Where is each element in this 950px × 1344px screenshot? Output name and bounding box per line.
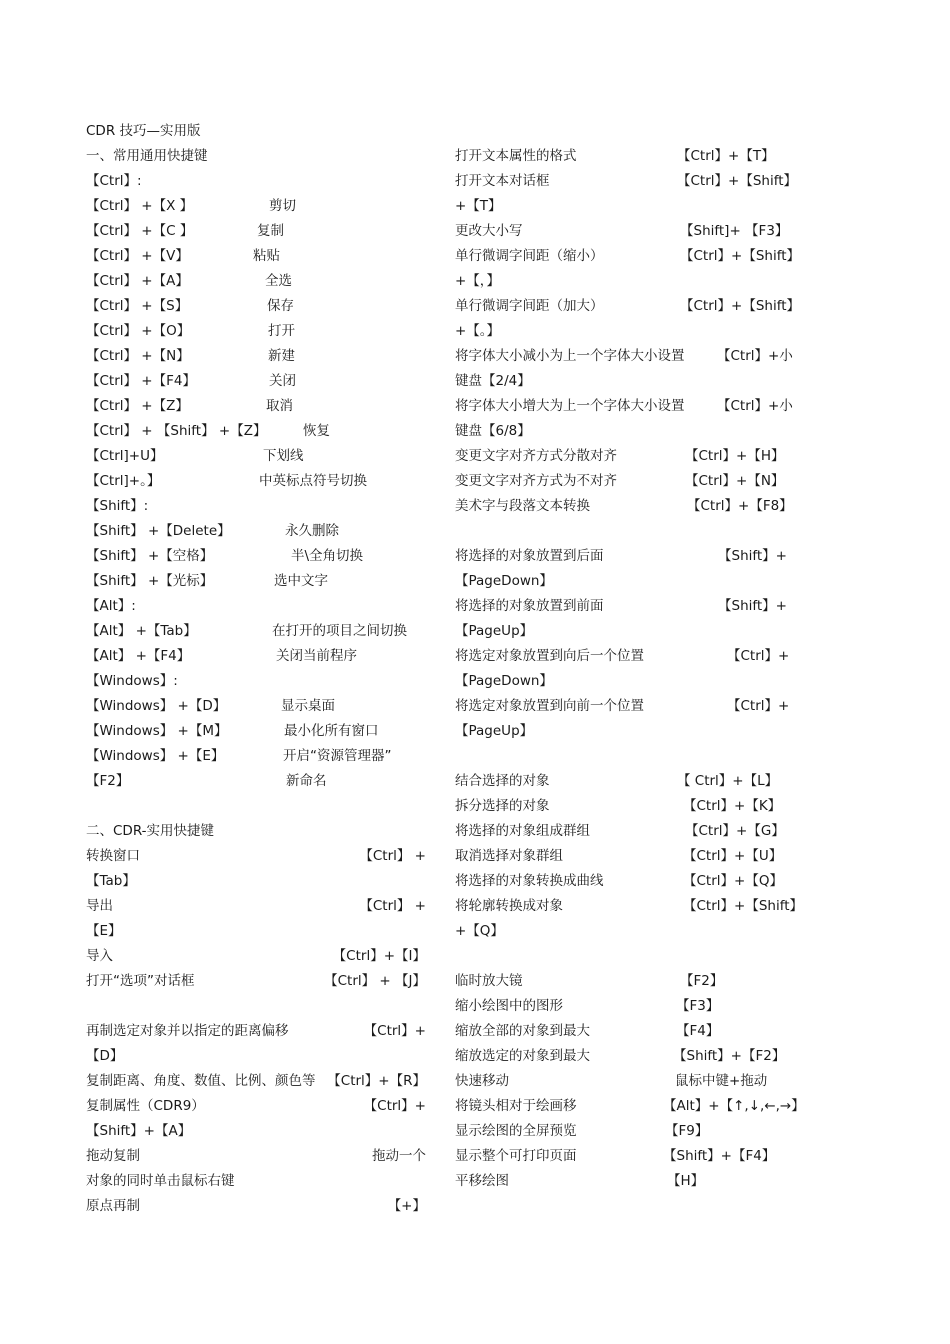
right-row-text: 快速移动	[455, 1073, 509, 1089]
right-row	[455, 1096, 805, 1121]
left-row-shortcut: 下划线	[263, 448, 304, 464]
right-row	[455, 696, 800, 721]
left-row-shortcut: 半\全角切换	[291, 548, 364, 564]
right-row-shortcut: 【Ctrl】+【H】	[685, 448, 785, 464]
left-row-shortcut: 关闭	[269, 373, 296, 389]
right-row-shortcut: 【Ctrl】+【G】	[685, 823, 785, 839]
right-row	[455, 321, 800, 346]
left-row-text: 【Ctrl】 +【Z】	[86, 398, 189, 414]
left-row-text: 【Ctrl]+。】	[86, 473, 161, 489]
left-row-shortcut: 新建	[268, 348, 295, 364]
right-row-text: 将选择的对象放置到后面	[455, 548, 604, 564]
right-row	[455, 396, 800, 421]
left-row-text: 【D】	[86, 1048, 124, 1064]
right-row-shortcut: 【Ctrl】+	[727, 698, 790, 714]
left-row-text: 【Ctrl】 +【X 】	[86, 198, 194, 214]
left-row-text: 对象的同时单击鼠标右键	[86, 1173, 235, 1189]
left-row-text: 【Ctrl】 +【C 】	[86, 223, 194, 239]
left-row-text: 【Ctrl】 +【S】	[86, 298, 189, 314]
left-row	[86, 521, 426, 546]
left-row-shortcut: 打开	[268, 323, 295, 339]
right-row-shortcut: 【Ctrl】+【Q】	[683, 873, 783, 889]
left-row-shortcut: 全选	[265, 273, 292, 289]
right-row-shortcut: 【Ctrl】+【Shift】	[683, 898, 804, 914]
right-row-text: 缩放选定的对象到最大	[455, 1048, 590, 1064]
left-row	[86, 371, 426, 396]
left-row	[86, 1096, 426, 1121]
left-row-text: 【Shift】:	[86, 498, 149, 514]
right-row-shortcut: 【Ctrl】+【K】	[683, 798, 782, 814]
right-row	[455, 546, 800, 571]
left-row-shortcut: 显示桌面	[281, 698, 335, 714]
right-row-text: 取消选择对象群组	[455, 848, 563, 864]
left-row	[86, 171, 426, 196]
right-row-text: +【T】	[455, 198, 502, 214]
left-row	[86, 696, 426, 721]
left-row-shortcut: 【Ctrl】+	[363, 1098, 426, 1114]
right-row-shortcut: 【Alt】+【↑,↓,←,→】	[663, 1098, 805, 1114]
left-row-shortcut: 在打开的项目之间切换	[272, 623, 407, 639]
right-row-text: 缩放全部的对象到最大	[455, 1023, 590, 1039]
left-row	[86, 1121, 426, 1146]
right-row	[455, 246, 800, 271]
right-row-text: 打开文本对话框	[455, 173, 550, 189]
right-row-shortcut: 【Ctrl】+	[727, 648, 790, 664]
left-row-shortcut: 选中文字	[274, 573, 328, 589]
left-row	[86, 796, 426, 821]
left-row-text: 转换窗口	[86, 848, 140, 864]
left-row	[86, 996, 426, 1021]
right-row-text: 临时放大镜	[455, 973, 523, 989]
left-row	[86, 571, 426, 596]
right-row-shortcut: 【Ctrl】+【T】	[677, 148, 775, 164]
right-row-text: 单行微调字间距（缩小）	[455, 248, 604, 264]
left-row-shortcut: 关闭当前程序	[276, 648, 357, 664]
right-row-shortcut: 【Shift]+ 【F3】	[680, 223, 789, 239]
left-row-text: 【Windows】 +【D】	[86, 698, 227, 714]
left-row-shortcut: 保存	[267, 298, 294, 314]
right-row-text: +【Q】	[455, 923, 504, 939]
left-row-text: 【Windows】 +【M】	[86, 723, 228, 739]
left-row-text: 【Ctrl】 +【A】	[86, 273, 189, 289]
left-row	[86, 646, 426, 671]
left-row	[86, 1046, 426, 1071]
right-row-text: 美术字与段落文本转换	[455, 498, 590, 514]
right-row-shortcut: 【F9】	[665, 1123, 709, 1139]
left-row-shortcut: 复制	[257, 223, 284, 239]
right-row-text: 显示整个可打印页面	[455, 1148, 577, 1164]
left-row-shortcut: 中英标点符号切换	[259, 473, 367, 489]
right-row-text: 显示绘图的全屏预览	[455, 1123, 577, 1139]
right-row-shortcut: 【 Ctrl】+【L】	[677, 773, 779, 789]
right-row	[455, 571, 800, 596]
left-row	[86, 321, 426, 346]
right-row	[455, 171, 800, 196]
right-row	[455, 846, 800, 871]
right-row-text: 【PageDown】	[455, 673, 553, 689]
left-row	[86, 721, 426, 746]
right-row	[455, 971, 800, 996]
right-row	[455, 771, 800, 796]
left-row	[86, 871, 426, 896]
right-row	[455, 1071, 800, 1096]
left-row-shortcut: 取消	[266, 398, 293, 414]
left-row	[86, 446, 426, 471]
left-row-text: 【Ctrl】 + 【Shift】 +【Z】	[86, 423, 267, 439]
right-row	[455, 521, 800, 546]
left-row-shortcut: 【Ctrl】 +	[359, 848, 426, 864]
left-row	[86, 1171, 426, 1196]
left-row-text: 【Ctrl】:	[86, 173, 142, 189]
right-row-text: 将轮廓转换成对象	[455, 898, 563, 914]
right-row	[455, 221, 800, 246]
left-row-shortcut: 【Ctrl】 +	[359, 898, 426, 914]
left-row	[86, 1146, 426, 1171]
right-row-text: +【。】	[455, 323, 501, 339]
right-row	[455, 921, 800, 946]
left-row-text: 【Shift】 +【Delete】	[86, 523, 231, 539]
right-row-text: 结合选择的对象	[455, 773, 550, 789]
right-row-shortcut: 【Shift】+【F2】	[673, 1048, 786, 1064]
left-row	[86, 221, 426, 246]
right-row-shortcut: 【Ctrl】+小	[717, 398, 793, 414]
left-row-shortcut: 【Ctrl】+【I】	[332, 948, 426, 964]
right-row	[455, 621, 800, 646]
right-row-shortcut: 【Ctrl】+【U】	[683, 848, 783, 864]
right-row-text: 将选定对象放置到向前一个位置	[455, 698, 644, 714]
left-column	[86, 146, 426, 1221]
right-row-shortcut: 【Ctrl】+【N】	[685, 473, 785, 489]
left-row-text: 【Ctrl]+U】	[86, 448, 164, 464]
right-row	[455, 446, 800, 471]
left-row-text: 【Windows】 +【E】	[86, 748, 225, 764]
right-row-text: 【PageUp】	[455, 623, 534, 639]
left-row	[86, 196, 426, 221]
right-row-text: 平移绘图	[455, 1173, 509, 1189]
right-row	[455, 796, 800, 821]
left-row-text: 【Shift】+【A】	[86, 1123, 192, 1139]
left-row-shortcut: 开启“资源管理器”	[283, 748, 392, 764]
left-row-text: 【Ctrl】 +【O】	[86, 323, 191, 339]
left-row-shortcut: 【Ctrl】 + 【J】	[324, 973, 426, 989]
right-row-text: 将镜头相对于绘画移	[455, 1098, 577, 1114]
left-row	[86, 596, 426, 621]
right-row-shortcut: 【Shift】+【F4】	[663, 1148, 776, 1164]
right-row-shortcut: 【Ctrl】+【F8】	[687, 498, 793, 514]
right-row-text: 变更文字对齐方式为不对齐	[455, 473, 617, 489]
right-row	[455, 196, 800, 221]
right-row-shortcut: 【F2】	[680, 973, 724, 989]
left-row	[86, 1021, 426, 1046]
left-row	[86, 421, 426, 446]
right-row	[455, 1171, 800, 1196]
left-row	[86, 771, 426, 796]
left-row-shortcut: 新命名	[286, 773, 327, 789]
right-row	[455, 721, 800, 746]
left-row-text: 导出	[86, 898, 113, 914]
left-row-text: 【F2】	[86, 773, 130, 789]
right-row-text: 单行微调字间距（加大）	[455, 298, 604, 314]
left-row-text: 【Tab】	[86, 873, 136, 889]
right-row	[455, 871, 800, 896]
right-row	[455, 1121, 800, 1146]
left-row	[86, 146, 426, 171]
right-row-text: 键盘【2/4】	[455, 373, 531, 389]
right-row-text: 【PageUp】	[455, 723, 534, 739]
left-row-shortcut: 【Ctrl】+【R】	[327, 1073, 426, 1089]
right-row-text: 拆分选择的对象	[455, 798, 550, 814]
right-row	[455, 146, 800, 171]
right-row-shortcut: 【F4】	[676, 1023, 720, 1039]
right-row	[455, 1046, 800, 1071]
left-row	[86, 821, 426, 846]
right-row	[455, 346, 800, 371]
right-row-shortcut: 鼠标中键+拖动	[675, 1073, 768, 1089]
left-row	[86, 246, 426, 271]
left-row-text: 【Windows】:	[86, 673, 178, 689]
right-row	[455, 596, 800, 621]
right-row-text: 将选定对象放置到向后一个位置	[455, 648, 644, 664]
right-row	[455, 471, 800, 496]
left-row	[86, 296, 426, 321]
right-row	[455, 996, 800, 1021]
document-title: CDR 技巧—实用版	[86, 123, 201, 139]
left-row	[86, 346, 426, 371]
left-row	[86, 946, 426, 971]
left-row-text: 【Shift】 +【空格】	[86, 548, 214, 564]
left-row-shortcut: 拖动一个	[372, 1148, 426, 1164]
left-row-shortcut: 永久删除	[285, 523, 339, 539]
right-row-text: 键盘【6/8】	[455, 423, 531, 439]
right-row-shortcut: 【H】	[667, 1173, 705, 1189]
right-row-shortcut: 【Ctrl】+【Shift】	[677, 173, 798, 189]
right-row-shortcut: 【F3】	[676, 998, 720, 1014]
left-row	[86, 896, 426, 921]
left-row-text: 【Shift】 +【光标】	[86, 573, 214, 589]
left-row-shortcut: 【Ctrl】+	[363, 1023, 426, 1039]
left-row	[86, 546, 426, 571]
right-column	[455, 146, 805, 1196]
left-row-text: 复制距离、角度、数值、比例、颜色等	[86, 1073, 316, 1089]
right-row	[455, 371, 800, 396]
right-row	[455, 1146, 800, 1171]
left-row-text: 原点再制	[86, 1198, 140, 1214]
left-row	[86, 396, 426, 421]
left-row-text: 打开“选项”对话框	[86, 973, 195, 989]
right-row	[455, 896, 804, 921]
left-row-text: 【Ctrl】 +【N】	[86, 348, 190, 364]
left-row	[86, 921, 426, 946]
left-row	[86, 1196, 426, 1221]
left-row-text: 【Alt】 +【F4】	[86, 648, 191, 664]
left-row	[86, 971, 426, 996]
right-row	[455, 496, 800, 521]
left-row	[86, 846, 426, 871]
left-row-text: 二、CDR-实用快捷键	[86, 823, 215, 839]
right-row-shortcut: 【Ctrl】+【Shift】	[680, 248, 801, 264]
left-row	[86, 621, 426, 646]
right-row	[455, 946, 800, 971]
left-row-shortcut: 粘贴	[253, 248, 280, 264]
left-row-shortcut: 【+】	[387, 1198, 426, 1214]
left-row-text: 一、常用通用快捷键	[86, 148, 208, 164]
right-row-text: +【，】	[455, 273, 501, 289]
right-row	[455, 646, 800, 671]
right-row	[455, 1021, 800, 1046]
left-row	[86, 746, 426, 771]
right-row-shortcut: 【Ctrl】+小	[717, 348, 793, 364]
left-row-text: 【Alt】 +【Tab】	[86, 623, 197, 639]
right-row	[455, 296, 800, 321]
left-row-text: 复制属性（CDR9）	[86, 1098, 205, 1114]
left-row-text: 导入	[86, 948, 113, 964]
right-row	[455, 671, 800, 696]
left-row	[86, 671, 426, 696]
right-row	[455, 746, 800, 771]
left-row-text: 【Ctrl】 +【V】	[86, 248, 189, 264]
left-row-text: 【Ctrl】 +【F4】	[86, 373, 196, 389]
left-row-text: 【E】	[86, 923, 122, 939]
right-row-text: 将选择的对象转换成曲线	[455, 873, 604, 889]
right-row	[455, 421, 800, 446]
right-row-text: 将字体大小减小为上一个字体大小设置	[455, 348, 685, 364]
right-row-text: 变更文字对齐方式分散对齐	[455, 448, 617, 464]
left-row	[86, 496, 426, 521]
right-row-text: 将选择的对象组成群组	[455, 823, 590, 839]
right-row-text: 【PageDown】	[455, 573, 553, 589]
left-row	[86, 271, 426, 296]
left-row-shortcut: 恢复	[303, 423, 330, 439]
right-row-shortcut: 【Ctrl】+【Shift】	[680, 298, 801, 314]
left-row-shortcut: 最小化所有窗口	[284, 723, 379, 739]
right-row-text: 将字体大小增大为上一个字体大小设置	[455, 398, 685, 414]
right-row-text: 打开文本属性的格式	[455, 148, 577, 164]
left-row-text: 拖动复制	[86, 1148, 140, 1164]
right-row-shortcut: 【Shift】+	[718, 548, 787, 564]
right-row-shortcut: 【Shift】+	[718, 598, 787, 614]
right-row	[455, 271, 800, 296]
left-row-shortcut: 剪切	[269, 198, 296, 214]
left-row	[86, 1071, 426, 1096]
right-row-text: 更改大小写	[455, 223, 523, 239]
right-row	[455, 821, 800, 846]
left-row-text: 再制选定对象并以指定的距离偏移	[86, 1023, 289, 1039]
left-row	[86, 471, 426, 496]
right-row-text: 缩小绘图中的图形	[455, 998, 563, 1014]
right-row-text: 将选择的对象放置到前面	[455, 598, 604, 614]
left-row-text: 【Alt】:	[86, 598, 136, 614]
